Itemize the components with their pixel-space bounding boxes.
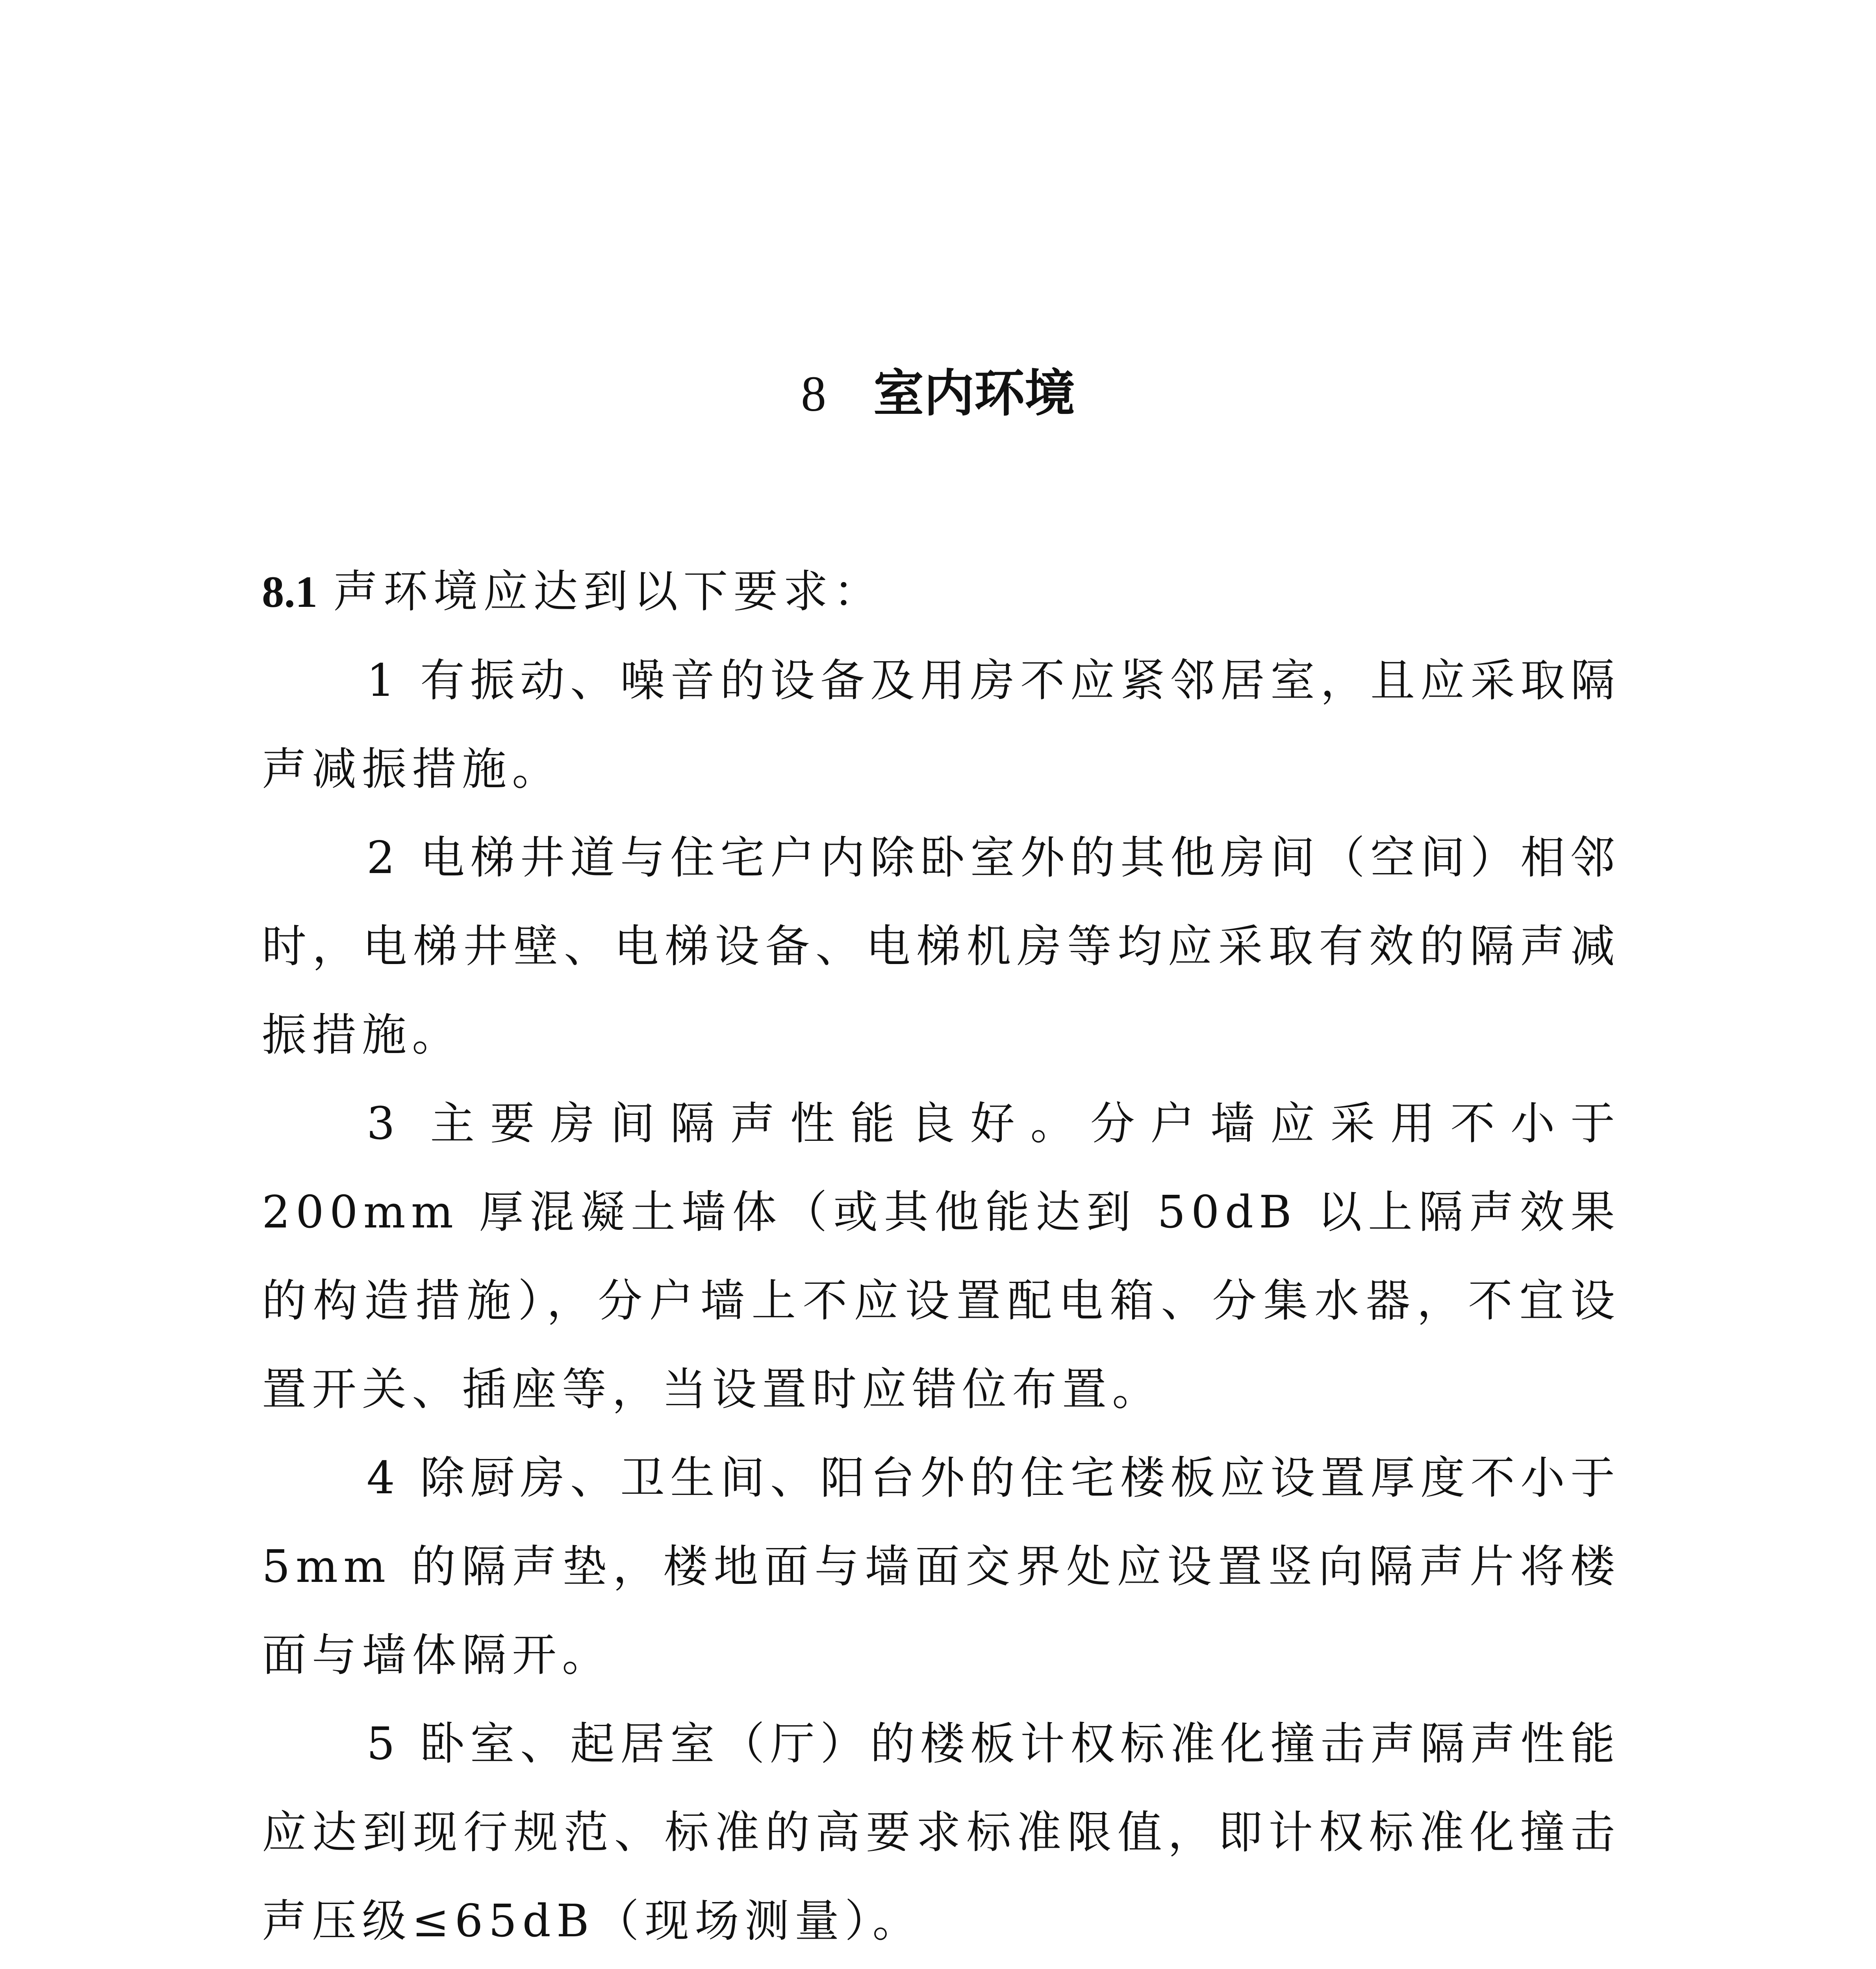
section-8-1 — [262, 547, 1620, 1969]
requirement-item-6 — [262, 1965, 1620, 1969]
requirement-item-3: 3 主要房间隔声性能良好。分户墙应采用不小于 200mm 厚混凝土墙体（或其他能达到 50dB 以上隔声效果的构造措施），分户墙上不应设置配电箱、分集水器，不宜设置开关、插座等，当设置时应错位布置。 — [262, 1098, 1620, 1415]
section-heading-text: 声环境应达到以下要求： — [333, 565, 884, 617]
requirement-item-5: 5 卧室、起居室（厅）的楼板计权标准化撞击声隔声性能应达到现行规范、标准的高要求标准限值，即计权标准化撞击声压级≤65dB（现场测量）。 — [262, 1718, 1620, 1947]
section-heading — [262, 547, 1620, 636]
chapter-number: 8 — [801, 366, 826, 422]
chapter-title — [0, 362, 1876, 425]
section-number: 8.1 — [262, 567, 318, 617]
requirement-item-1: 1 有振动、噪音的设备及用房不应紧邻居室，且应采取隔声减振措施。 — [262, 654, 1620, 795]
requirement-item-2: 2 电梯井道与住宅户内除卧室外的其他房间（空间）相邻时，电梯井壁、电梯设备、电梯机房等均应采取有效的隔声减振措施。 — [262, 832, 1620, 1061]
chapter-title-text: 室内环境 — [873, 364, 1075, 423]
requirement-item-4: 4 除厨房、卫生间、阳台外的住宅楼板应设置厚度不小于 5mm 的隔声垫，楼地面与墙面交界处应设置竖向隔声片将楼面与墙体隔开。 — [262, 1452, 1620, 1681]
